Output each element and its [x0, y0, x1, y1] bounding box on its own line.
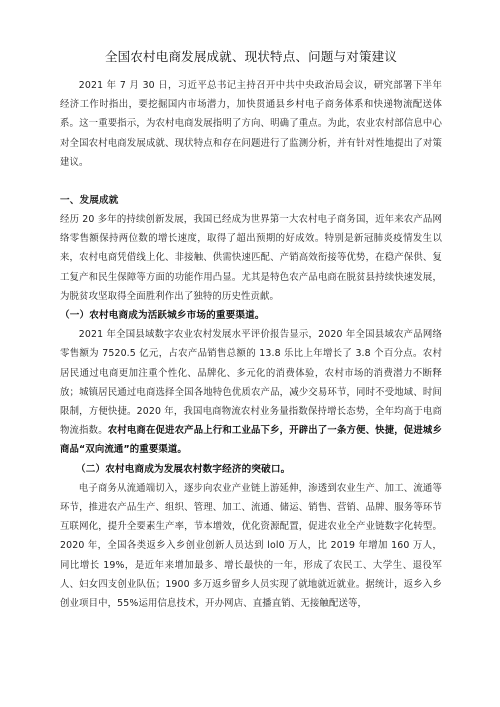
section-heading-achievements: 一、发展成就 [60, 195, 119, 207]
subsection-2-paragraph: 电子商务从流通端切入，逐步向农业产业链上游延伸，渗透到农业生产、加工、流通等环节，推进农产品生产、组织、管理、加工、流通、储运、销售、营销、品牌、服务等环节互联网化，提升全要素生产率，节本增效，优化资源配置，促进农业全产业链数字化转型。2020 年，全国各类返乡入乡创业创新人员达到 lol0 万人，比 2019 年增加 160 万人，同比增长 19%，是近年来增加最多、增长最快的一年，形成了农民工、大学生、退役军人、妇女四支创业队伍；1900 多万返乡留乡人员实现了就地就近就业。据统计，返乡入乡创业项目中，55%运用信息技术，开办网店、直播直销、无接触配送等， [60, 482, 442, 610]
paragraph-gap [60, 172, 442, 191]
subsection-1-bold-conclusion: 农村电商在促进农产品上行和工业品下乡，开辟出了一条方便、快捷，促进城乡商品“双向流通”的重要渠道。 [60, 425, 442, 456]
subsection-1-body: 2021 年全国县域数字农业农村发展水平评价报告显示，2020 年全国县域农产品网络零售额为 7520.5 亿元，占农产品销售总额的 13.8 乐比上年增长了 3.8 个百分点。农村居民通过电商更加注重个性化、品牌化、多元化的消费体验，农村市场的消费潜力不断释放；城镇居民通过电商选择全国各地特色优质农产品，减少交易环节，同时不受地域、时间限制，方便快捷。2020 年，我国电商物流农村业务量指数保持增长态势，全年均高于电商物流指数。 [60, 329, 442, 437]
subsection-heading-2: （二）农村电商成为发展农村数字经济的突破口。 [76, 463, 291, 475]
subsection-heading-1: （一）农村电商成为活跃城乡市场的重要渠道。 [60, 310, 265, 322]
achievements-paragraph: 经历 20 多年的持续创新发展，我国已经成为世界第一大农村电子商务国，近年来农产品网络零售额保持两位数的增长速度，取得了超出预期的好成效。特别是新冠肺炎疫情发生以来，农村电商凭借线上化、非接触、供需快速匹配、产销高效衔接等优势，在稳产保供、复工复产和民生保障等方面的功能作用凸显。尤其是特色农产品电商在脱贫县持续快速发展，为脱贫攻坚取得全面胜利作出了独特的历史性贡献。 [60, 214, 442, 302]
intro-paragraph: 2021 年 7 月 30 日，习近平总书记主持召开中共中央政治局会议，研究部署下半年经济工作时指出，要挖掘国内市场潜力，加快贯通县乡村电子商务体系和快递物流配送体系。这一重要指示，为农村电商发展指明了方向、明确了重点。为此，农业农村部信息中心对全国农村电商发展成就、现状特点和存在问题进行了监测分析，并有针对性地提出了对策建议。 [60, 80, 442, 168]
subsection-1-paragraph [60, 325, 442, 459]
document-title: 全国农村电商发展成就、现状特点、问题与对策建议 [104, 49, 398, 64]
